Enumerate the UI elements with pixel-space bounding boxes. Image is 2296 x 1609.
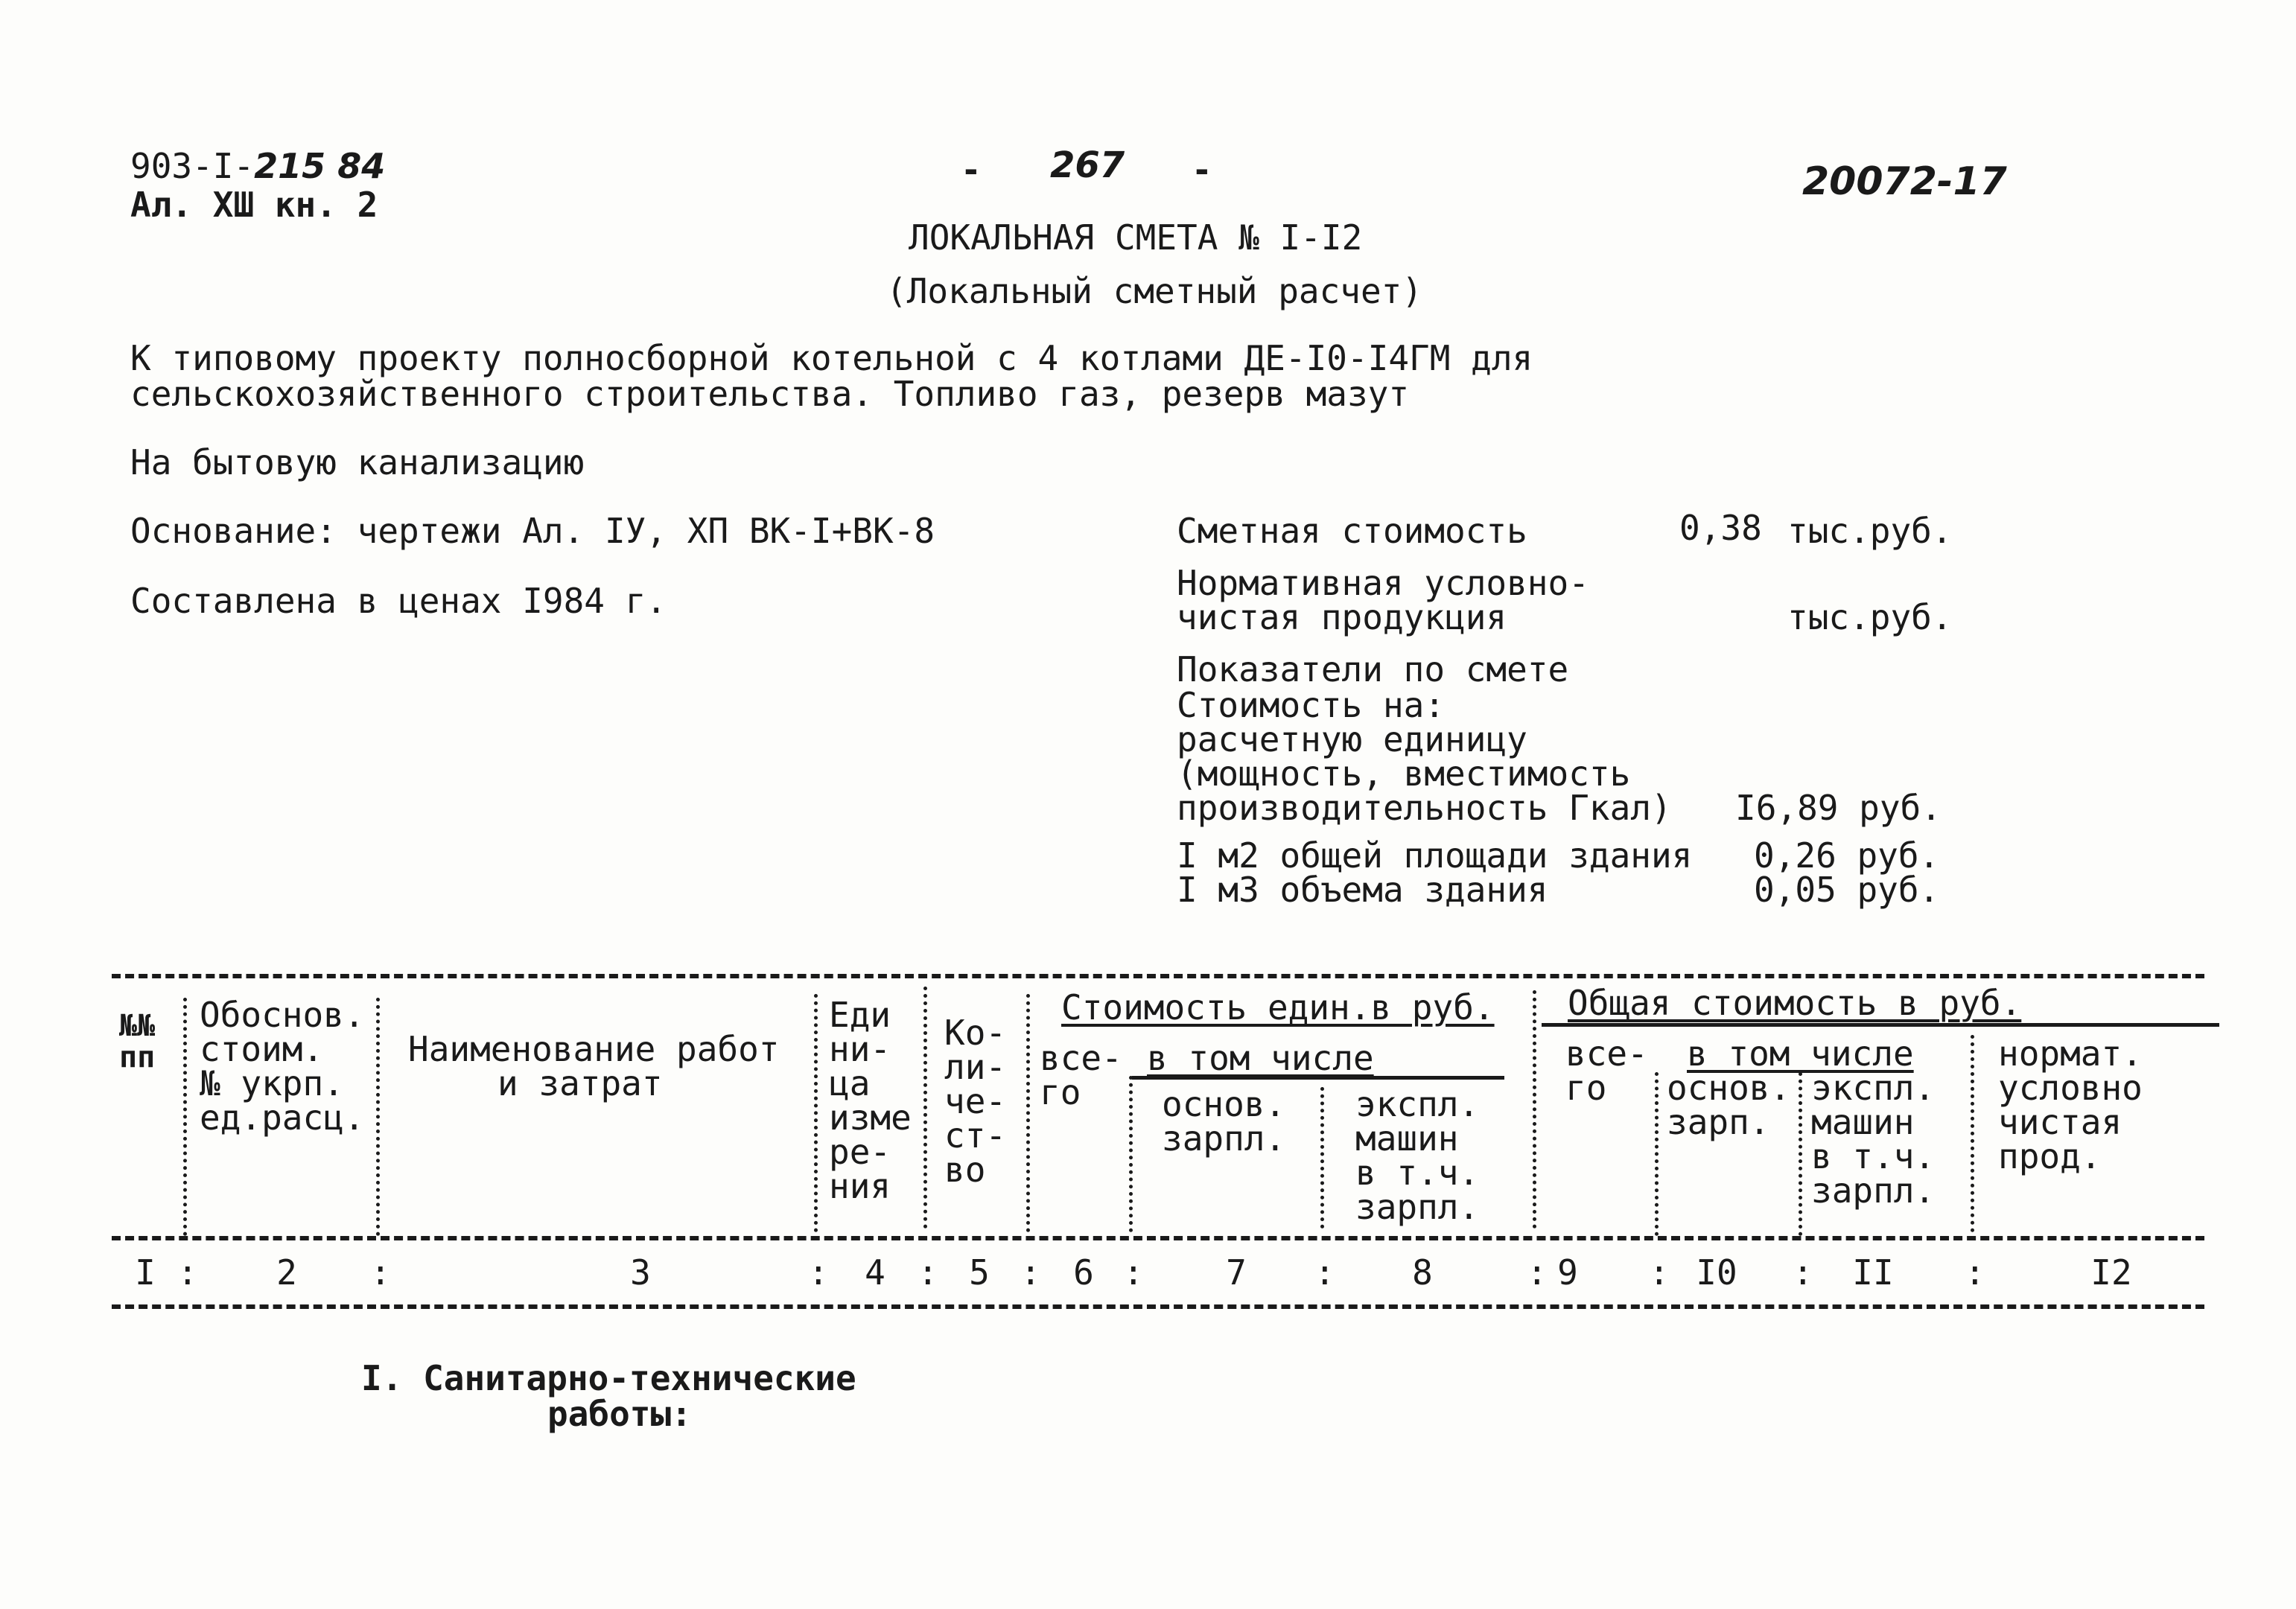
col11-header-line-4: зарпл. [1811,1170,1936,1211]
unit-cost-subgroup-header: в том числе [1147,1038,1374,1078]
col-separator-3 [814,994,818,1232]
table-number-row-rule [112,1304,2204,1309]
prices-line: Составлена в ценах I984 г. [130,581,667,621]
indicators-line-4: (мощность, вместимость [1177,753,1631,794]
column-number-separator: : [1649,1252,1670,1293]
total-cost-subgroup-header: в том числе [1687,1033,1914,1074]
col9-header-line-1: все- [1565,1033,1648,1074]
col4-header-line-2: ни- [829,1029,891,1069]
col-separator-4 [923,987,927,1229]
indicators-line-1: Показатели по смете [1177,649,1569,689]
column-number: 4 [865,1252,885,1293]
col2-header-line-1: Обоснов. [200,995,365,1035]
indicators-line-2: Стоимость на: [1177,685,1446,725]
col9-header-line-2: го [1565,1068,1607,1108]
col11-header-line-3: в т.ч. [1811,1136,1936,1176]
document-subtitle: (Локальный сметный расчет) [886,271,1423,311]
estimated-cost-label: Сметная стоимость [1177,511,1527,551]
column-number: 7 [1226,1252,1247,1293]
col7-header-line-1: основ. [1162,1084,1286,1124]
m2-label: I м2 общей площади здания [1177,835,1693,876]
col-separator-8 [1533,990,1536,1229]
col1-header-line-1: №№ [119,1009,156,1043]
col4-header-line-3: ца [829,1063,871,1103]
column-number: I0 [1696,1252,1737,1293]
col2-header-line-4: ед.расц. [200,1097,365,1138]
net-output-unit: тыс.руб. [1787,597,1953,637]
album-line: Ал. ХШ кн. 2 [130,185,378,225]
col4-header-line-4: изме [829,1097,912,1138]
col6-header-line-2: го [1040,1072,1081,1112]
col6-header-line-1: все- [1040,1038,1122,1078]
col-separator-11 [1971,1035,1974,1232]
document-title: ЛОКАЛЬНАЯ СМЕТА № I-I2 [909,217,1363,258]
total-cost-group-header: Общая стоимость в руб. [1568,983,2022,1023]
col8-header-line-1: экспл. [1355,1084,1480,1124]
col-separator-2 [376,998,380,1236]
column-number-separator: : [808,1252,829,1293]
column-number-separator: : [370,1252,391,1293]
col2-header-line-2: стоим. [200,1029,324,1069]
column-number-separator: : [1314,1252,1335,1293]
column-number-separator: : [1793,1252,1813,1293]
col11-header-line-2: машин [1811,1102,1915,1142]
column-number-separator: : [1527,1252,1548,1293]
doc-code-handwritten: 215 84 [254,146,386,186]
indicators-line-3: расчетную единицу [1177,719,1527,759]
column-number: I2 [2090,1252,2132,1293]
column-number: 5 [969,1252,990,1293]
col11-header-line-1: экспл. [1811,1068,1936,1108]
doc-code [130,146,386,186]
col-separator-5 [1026,994,1030,1232]
project-line-2: сельскохозяйственного строительства. Топливо газ, резерв мазут [130,374,1410,414]
col4-header-line-1: Еди [829,995,891,1035]
col12-header-line-2: условно [1998,1068,2143,1108]
column-number-separator: : [918,1252,938,1293]
section-heading-line-1: I. Санитарно-технические [361,1358,856,1398]
estimated-cost-value: 0,38 [1679,508,1762,548]
col3-header-line-1: Наименование работ [408,1029,780,1069]
m2-value: 0,26 руб. [1754,835,1940,876]
col12-header-line-3: чистая [1998,1102,2122,1142]
col7-header-line-2: зарпл. [1162,1118,1286,1159]
m3-label: I м3 объема здания [1177,870,1548,910]
doc-code-printed: 903-I- [130,146,255,186]
col5-header-line-2: ли- [944,1047,1007,1087]
column-number-separator: : [1123,1252,1144,1293]
basis-line: Основание: чертежи Ал. IУ, ХП ВК-I+ВК-8 [130,511,935,551]
col12-header-line-4: прод. [1998,1136,2102,1176]
col4-header-line-5: ре- [829,1132,891,1172]
col5-header-line-3: че- [944,1081,1007,1121]
col2-header-line-3: № укрп. [200,1063,344,1103]
column-number-separator: : [177,1252,198,1293]
column-number: II [1852,1252,1894,1293]
column-number: 9 [1557,1252,1578,1293]
table-header-bottom-rule [112,1236,2204,1240]
col5-header-line-5: во [944,1150,986,1190]
column-number: I [135,1252,156,1293]
total-cost-group-rule [1542,1023,2219,1027]
net-output-label-2: чистая продукция [1177,597,1507,637]
unit-value: I6,89 руб. [1735,788,1942,828]
col12-header-line-1: нормат. [1998,1033,2143,1074]
project-line-1: К типовому проекту полносборной котельной с 4 котлами ДЕ-I0-I4ГМ для [130,338,1533,378]
col4-header-line-6: ния [829,1166,891,1206]
column-number-separator: : [1020,1252,1041,1293]
unit-cost-subgroup-rule [1132,1076,1504,1080]
col3-header-line-2: и затрат [497,1063,663,1103]
col1-header-line-2: пп [119,1040,156,1074]
col-separator-10 [1799,1072,1802,1236]
col-separator-6 [1129,1076,1133,1232]
page-dash-right: - [1192,150,1212,190]
section-heading-line-2: работы: [547,1394,692,1434]
indicators-line-5: производительность Гкал) [1177,788,1672,828]
column-number-separator: : [1965,1252,1985,1293]
page-dash-left: - [961,150,982,190]
subject-line: На бытовую канализацию [130,442,585,482]
col10-header-line-2: зарп. [1667,1102,1770,1142]
col8-header-line-4: зарпл. [1355,1187,1480,1227]
m3-value: 0,05 руб. [1754,870,1940,910]
column-number: 6 [1073,1252,1094,1293]
col5-header-line-1: Ко- [944,1013,1007,1053]
unit-cost-group-header: Стоимость един.в руб. [1061,987,1495,1027]
net-output-label-1: Нормативная условно- [1177,563,1589,603]
col-separator-1 [183,998,187,1236]
col-separator-7 [1320,1087,1324,1229]
page-number: 267 [1050,144,1125,186]
inventory-number: 20072-17 [1802,159,2007,204]
table-top-rule [112,974,2204,978]
col5-header-line-4: ст- [944,1115,1007,1156]
column-number: 2 [276,1252,297,1293]
col10-header-line-1: основ. [1667,1068,1791,1108]
column-number: 8 [1412,1252,1433,1293]
col-separator-9 [1655,1072,1659,1236]
column-number: 3 [630,1252,651,1293]
col8-header-line-2: машин [1355,1118,1459,1159]
col8-header-line-3: в т.ч. [1355,1153,1480,1193]
estimated-cost-unit: тыс.руб. [1787,511,1953,551]
